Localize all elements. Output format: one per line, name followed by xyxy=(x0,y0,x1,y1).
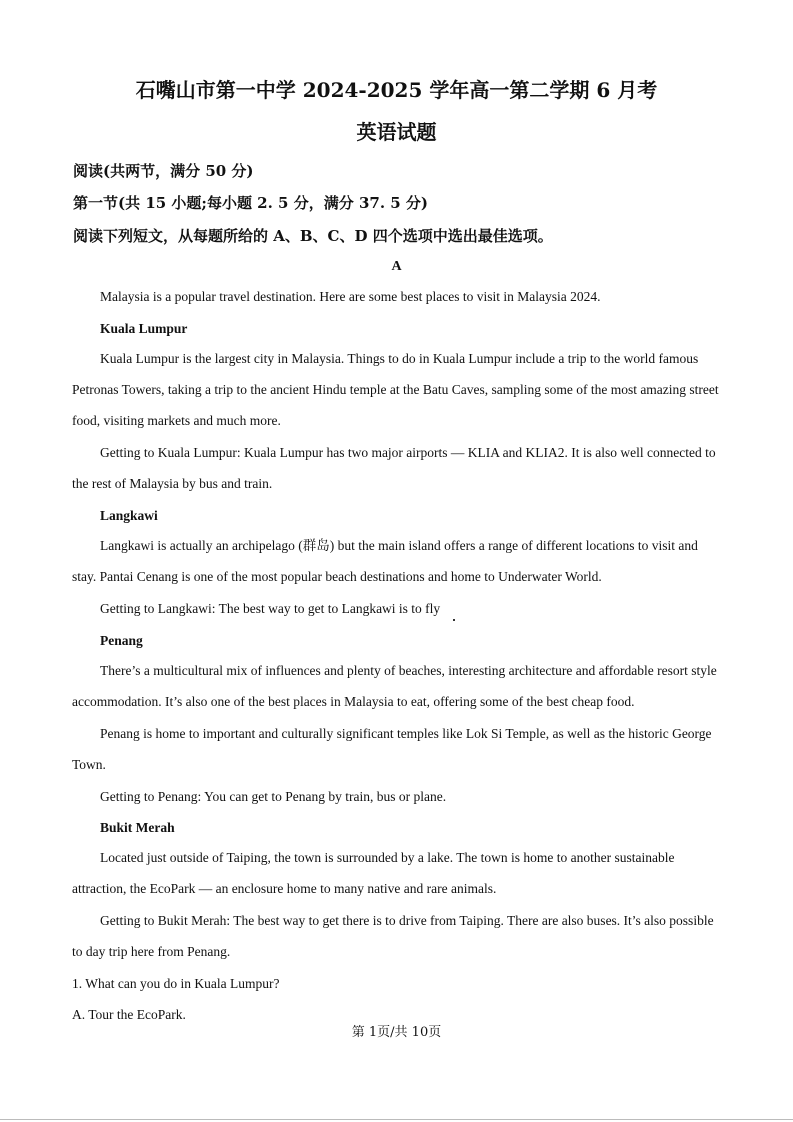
part-instruction: 阅读(共两节，满分 50 分) xyxy=(73,162,254,180)
paragraph-penang: There’s a multicultural mix of influences and plenty of beaches, interesting architecture and affordable resort style accommodation. It’s also one of the best places in Malaysia to eat, offering some of the best cheap food. xyxy=(72,663,717,710)
question-1-stem: 1. What can you do in Kuala Lumpur? xyxy=(72,976,280,991)
paragraph-getting-penang: Getting to Penang: You can get to Penang by train, bus or plane. xyxy=(100,789,447,804)
passage-label: A xyxy=(391,259,402,274)
question-1-option-a: A. Tour the EcoPark. xyxy=(72,1007,186,1022)
stray-mark xyxy=(453,619,455,621)
passage-intro: Malaysia is a popular travel destination. Here are some best places to visit in Malaysia 2024. xyxy=(100,289,601,304)
paragraph-getting-langkawi: Getting to Langkawi: The best way to get to Langkawi is to fly xyxy=(100,601,441,616)
paragraph-getting-kuala-lumpur: Getting to Kuala Lumpur: Kuala Lumpur has two major airports — KLIA and KLIA2. It is also well connected to the rest of Malaysia by bus and train. xyxy=(72,445,716,492)
directions: 阅读下列短文，从每题所给的 A、B、C、D 四个选项中选出最佳选项。 xyxy=(73,227,553,245)
heading-langkawi: Langkawi xyxy=(100,508,158,523)
section-instruction: 第一节(共 15 小题;每小题 2. 5 分，满分 37. 5 分) xyxy=(73,194,429,212)
heading-bukit-merah: Bukit Merah xyxy=(100,820,175,835)
page-number: 第 1页/共 10页 xyxy=(351,1025,442,1040)
paragraph-langkawi: Langkawi is actually an archipelago (群岛) but the main island offers a range of different locations to visit and stay. Pantai Cenang is one of the most popular beach destinations and home to Underwater World. xyxy=(72,538,698,585)
page-edge-line xyxy=(0,1119,793,1120)
page-subtitle: 英语试题 xyxy=(356,120,437,144)
heading-penang: Penang xyxy=(100,633,143,648)
paragraph-getting-bukit-merah: Getting to Bukit Merah: The best way to get there is to drive from Taiping. There are also buses. It’s also possible to day trip here from Penang. xyxy=(72,913,714,960)
paragraph-kuala-lumpur: Kuala Lumpur is the largest city in Malaysia. Things to do in Kuala Lumpur include a trip to the world famous Petronas Towers, taking a trip to the ancient Hindu temple at the Batu Caves, sampling some of the most amazing street food, visiting markets and much more. xyxy=(72,351,719,429)
paragraph-penang-temples: Penang is home to important and culturally significant temples like Lok Si Temple, as well as the historic George Town. xyxy=(72,726,712,773)
paragraph-bukit-merah: Located just outside of Taiping, the town is surrounded by a lake. The town is home to another sustainable attraction, the EcoPark — an enclosure home to many native and rare animals. xyxy=(72,850,675,897)
heading-kuala-lumpur: Kuala Lumpur xyxy=(100,321,188,336)
page-title: 石嘴山市第一中学 2024-2025 学年高一第二学期 6 月考 xyxy=(135,78,658,102)
